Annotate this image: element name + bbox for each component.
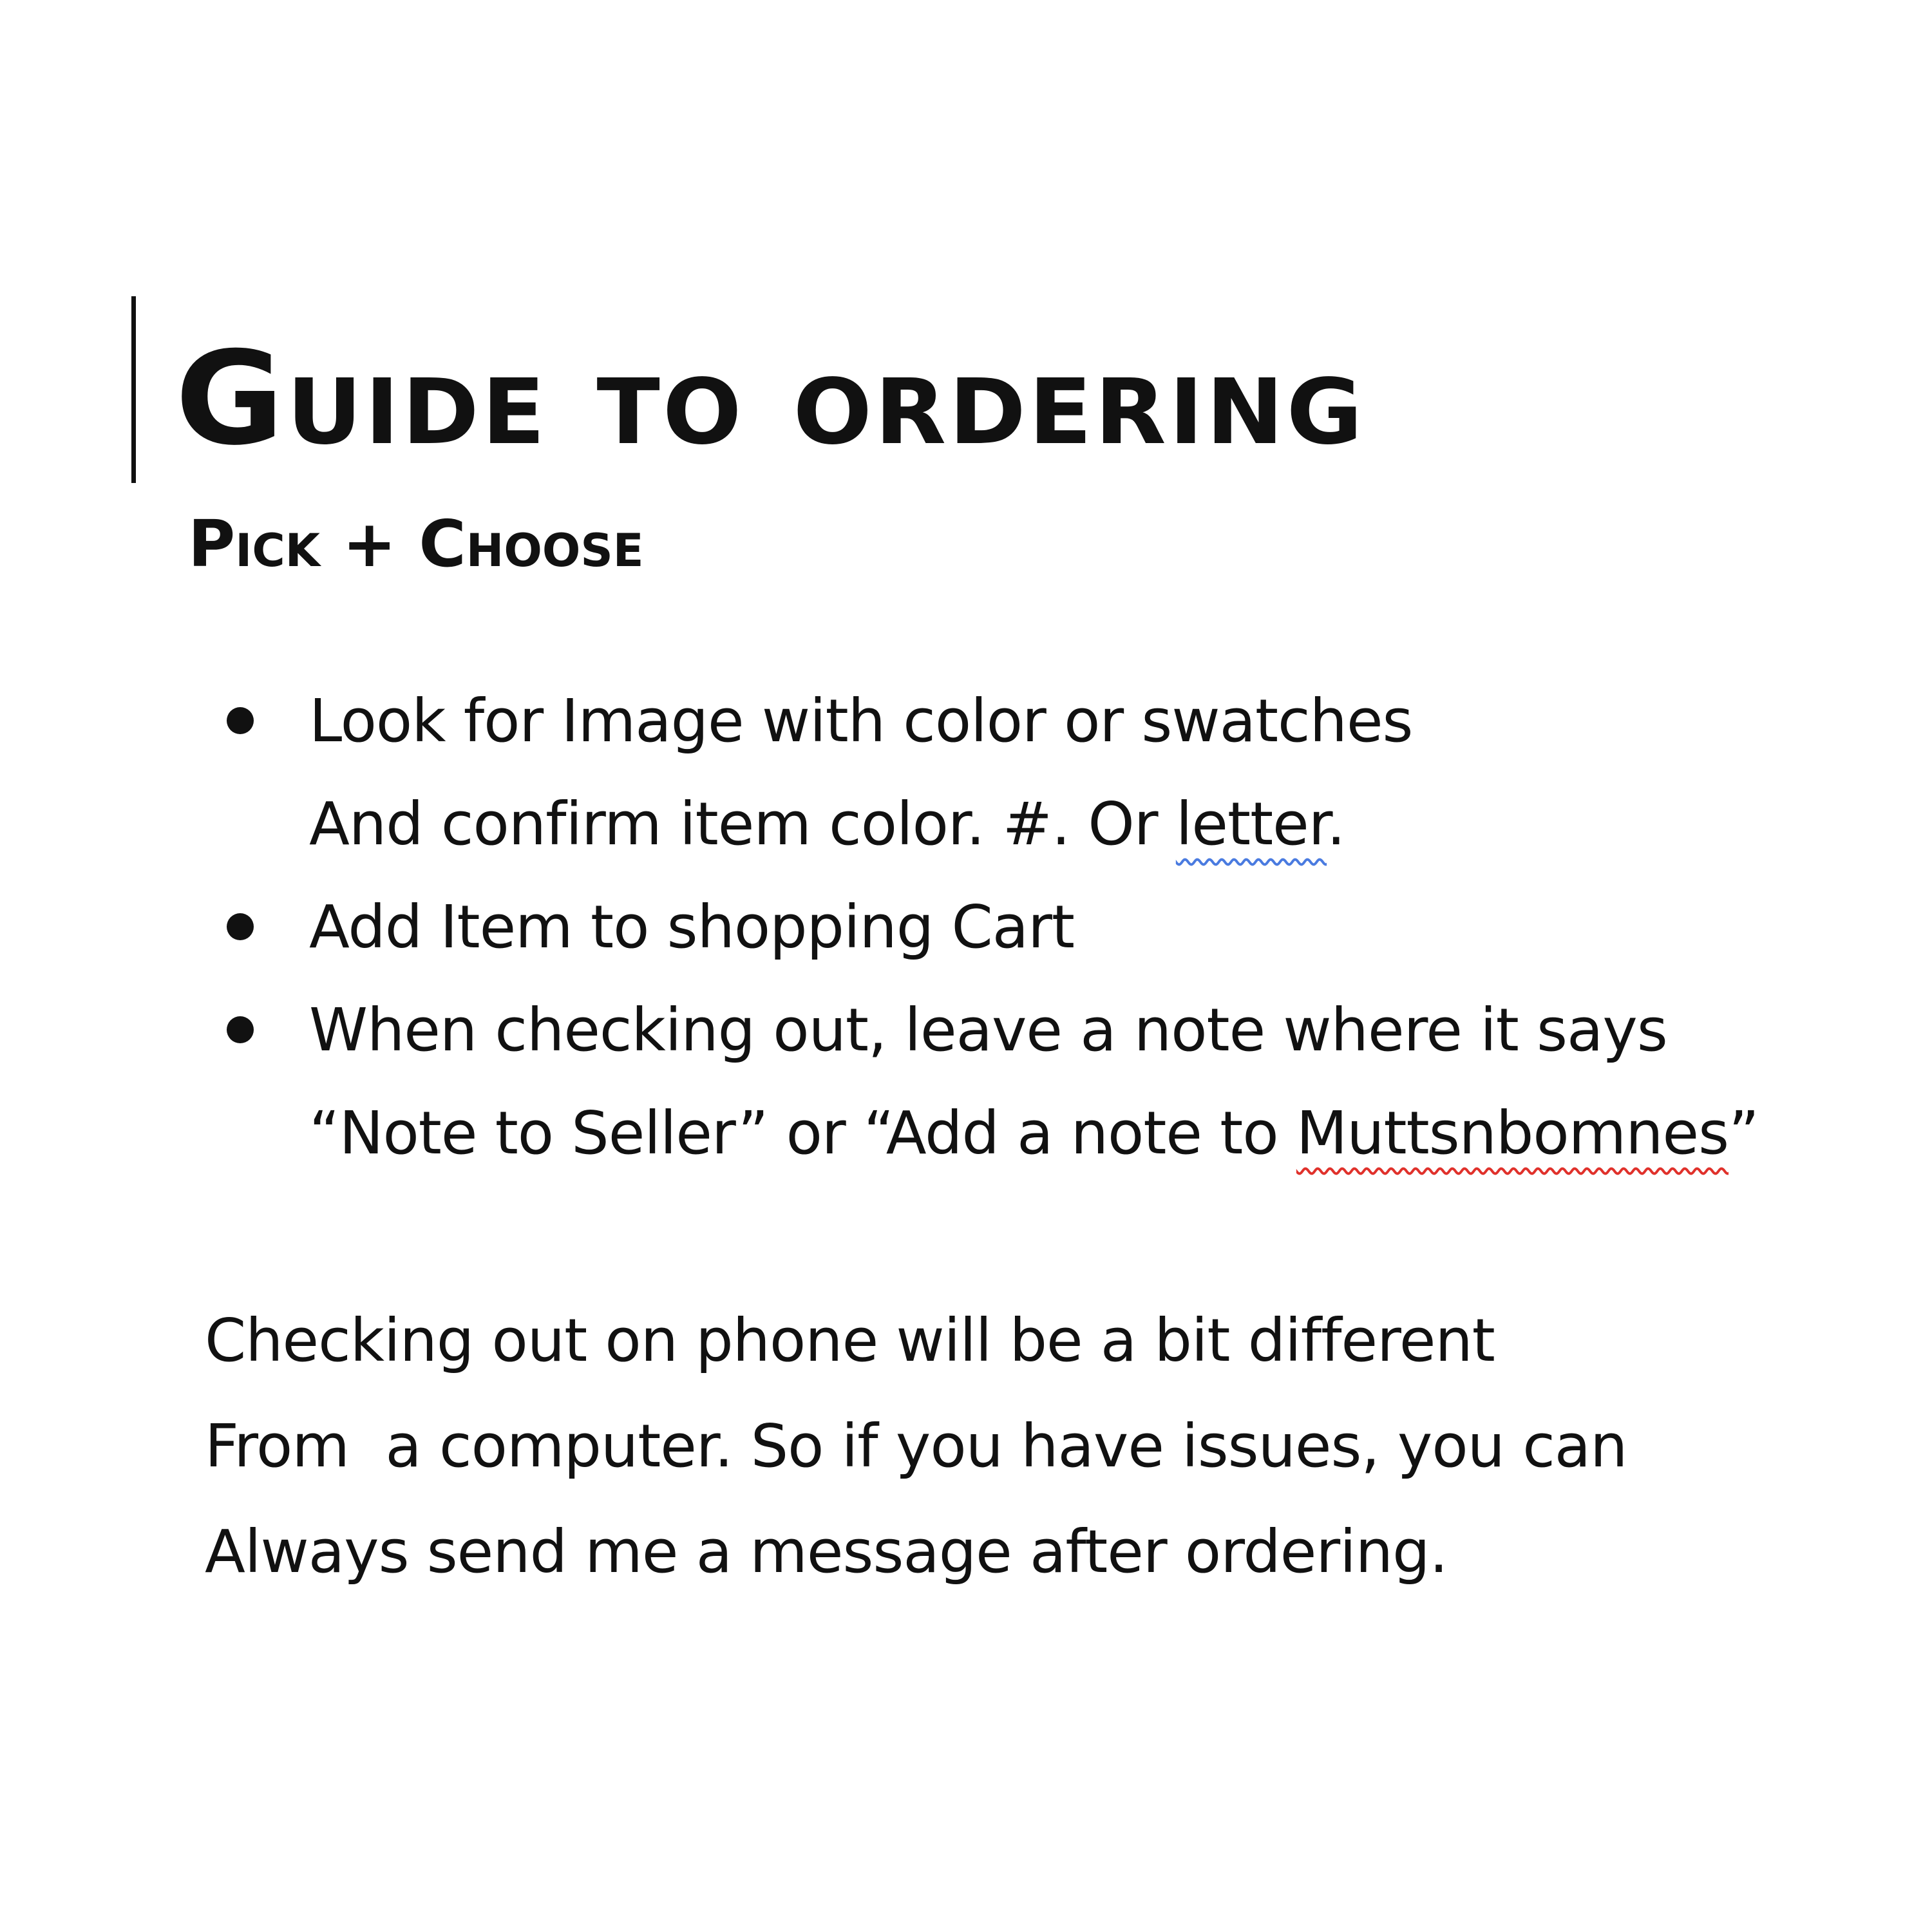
flagged-word[interactable]: Muttsnbomnes <box>1296 1099 1729 1168</box>
list-item <box>219 876 1893 979</box>
paragraph-line: Always send me a message after ordering. <box>205 1517 1448 1586</box>
closing-paragraph <box>205 1288 1627 1605</box>
text-run: And confirm item color. #. Or <box>309 790 1176 858</box>
page-title: Guide to ordering <box>175 324 1366 474</box>
bullet-dot-icon <box>227 913 254 940</box>
text-run: “Note to Seller” or “Add a note to <box>309 1099 1296 1168</box>
bullet-dot-icon <box>227 1016 254 1043</box>
list-item-line: Add Item to shopping Cart <box>309 893 1074 961</box>
list-item <box>219 670 1893 876</box>
bullet-dot-icon <box>227 707 254 734</box>
text-cursor <box>131 296 136 483</box>
list-item-line: When checking out, leave a note where it says <box>309 996 1667 1065</box>
paragraph-line: Checking out on phone will be a bit different <box>205 1306 1495 1375</box>
flagged-word[interactable]: letter <box>1175 790 1327 858</box>
list-item-line <box>309 1082 1893 1185</box>
list-item-line <box>309 773 1893 876</box>
text-run: ” <box>1728 1099 1759 1168</box>
list-item <box>219 979 1893 1185</box>
list-item-line: Look for Image with color or swatches <box>309 687 1413 755</box>
paragraph-line: From a computer. So if you have issues, you can <box>205 1412 1627 1481</box>
text-run: . <box>1327 790 1345 858</box>
page-subtitle: Pick + Choose <box>188 506 644 582</box>
bullet-list <box>219 670 1893 1185</box>
